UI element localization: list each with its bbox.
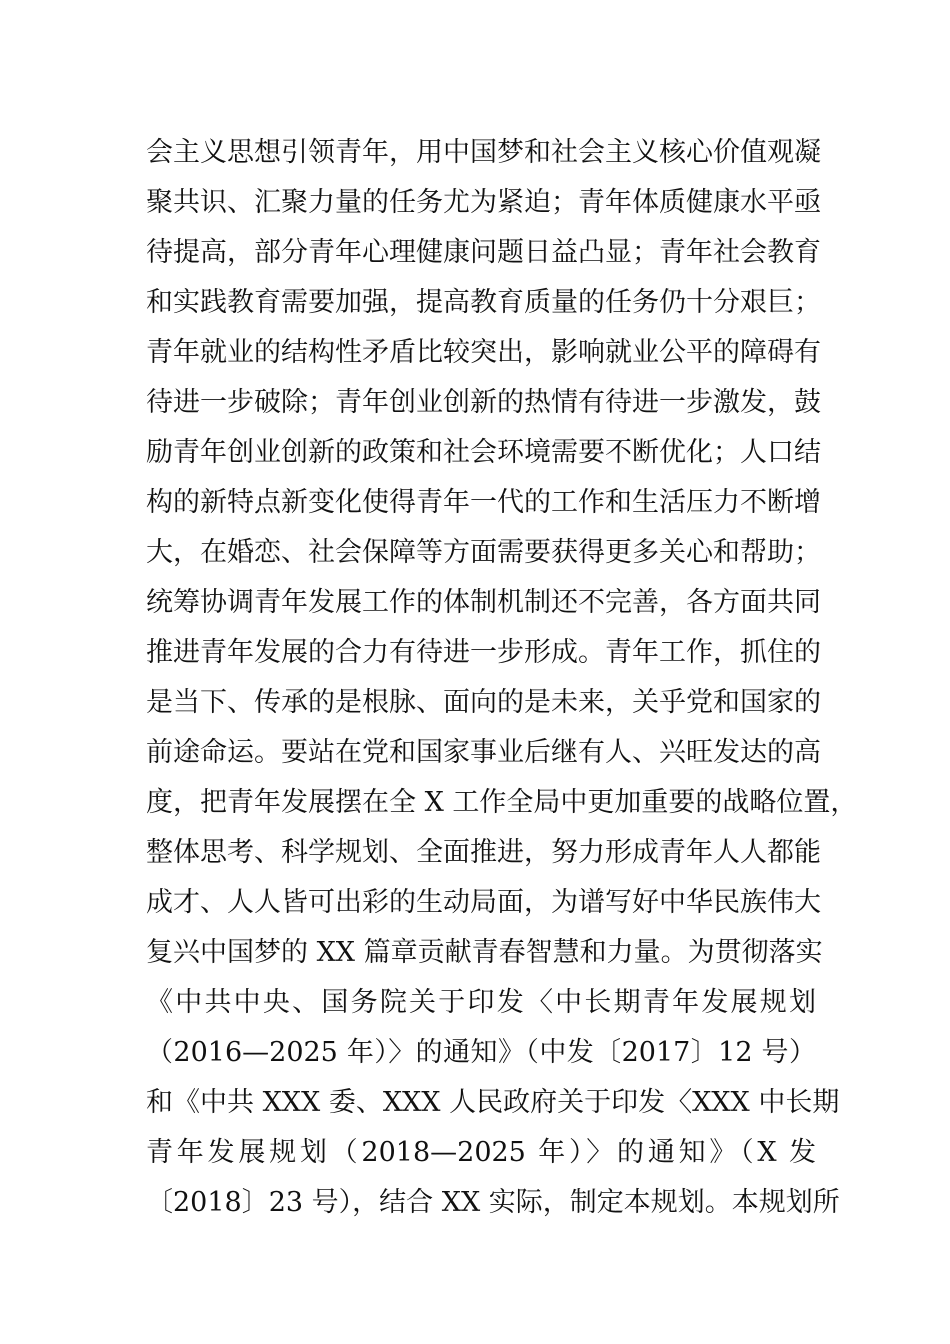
text-line: 聚共识、汇聚力量的任务尤为紧迫；青年体质健康水平亟: [146, 187, 821, 218]
text-line: 和《中共 XXX 委、XXX 人民政府关于印发〈XXX 中长期: [146, 1087, 840, 1118]
text-line: （2016—2025 年）〉的通知》（中发〔2017〕12 号）: [146, 1037, 816, 1068]
text-line: 统筹协调青年发展工作的体制机制还不完善，各方面共同: [146, 587, 821, 618]
text-line: 励青年创业创新的政策和社会环境需要不断优化；人口结: [146, 437, 821, 468]
text-line: 〔2018〕23 号），结合 XX 实际，制定本规划。本规划所: [146, 1187, 840, 1218]
text-line: 构的新特点新变化使得青年一代的工作和生活压力不断增: [146, 487, 821, 518]
text-line: 会主义思想引领青年，用中国梦和社会主义核心价值观凝: [146, 137, 821, 168]
text-line: 前途命运。要站在党和国家事业后继有人、兴旺发达的高: [146, 737, 821, 768]
text-line: 是当下、传承的是根脉、面向的是未来，关乎党和国家的: [146, 687, 821, 718]
text-line: 青年发展规划（2018—2025 年）〉的通知》（X 发: [146, 1137, 816, 1168]
text-line: 待提高，部分青年心理健康问题日益凸显；青年社会教育: [146, 237, 821, 268]
text-line: 青年就业的结构性矛盾比较突出，影响就业公平的障碍有: [146, 337, 821, 368]
text-line: 大，在婚恋、社会保障等方面需要获得更多关心和帮助；: [146, 537, 821, 568]
text-line: 《中共中央、国务院关于印发〈中长期青年发展规划: [146, 987, 816, 1018]
text-line: 复兴中国梦的 XX 篇章贡献青春智慧和力量。为贯彻落实: [146, 937, 823, 968]
text-line: 待进一步破除；青年创业创新的热情有待进一步激发，鼓: [146, 387, 821, 418]
text-line: 和实践教育需要加强，提高教育质量的任务仍十分艰巨；: [146, 287, 821, 318]
text-line: 成才、人人皆可出彩的生动局面，为谱写好中华民族伟大: [146, 887, 821, 918]
body-text: [146, 128, 858, 1228]
text-line: 整体思考、科学规划、全面推进，努力形成青年人人都能: [146, 837, 821, 868]
text-line: 推进青年发展的合力有待进一步形成。青年工作，抓住的: [146, 637, 821, 668]
text-line: 度，把青年发展摆在全 X 工作全局中更加重要的战略位置，: [146, 787, 858, 818]
